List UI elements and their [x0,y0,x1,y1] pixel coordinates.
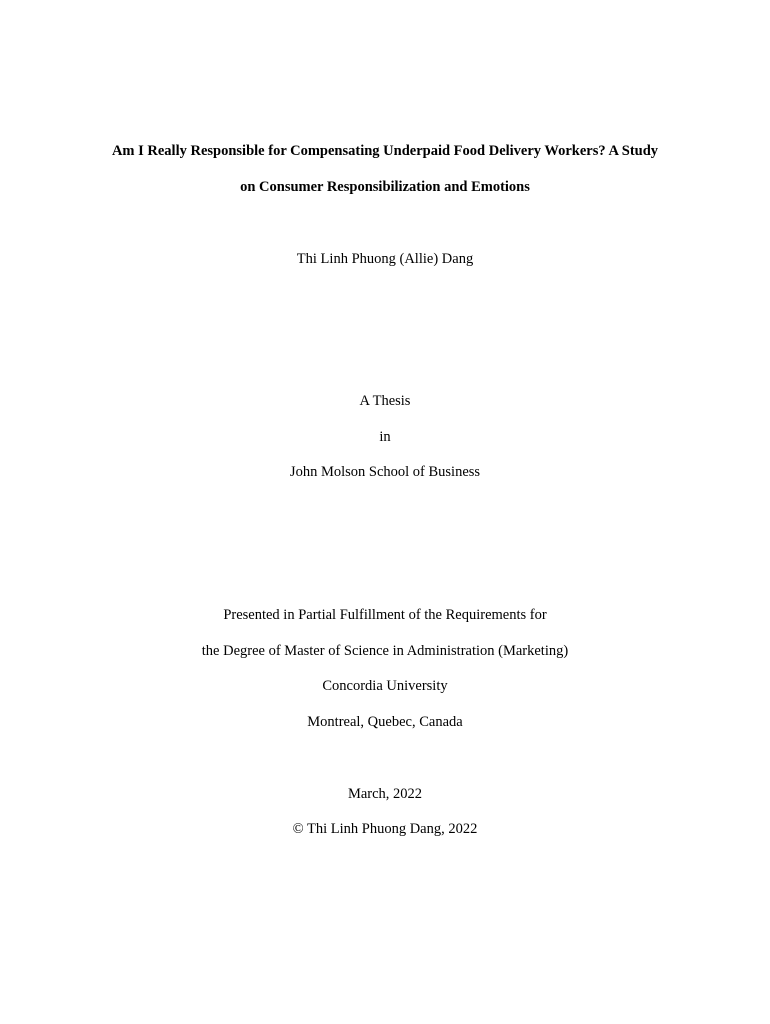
date: March, 2022 [347,786,423,802]
thesis-in: in [379,429,391,445]
location: Montreal, Quebec, Canada [307,714,463,730]
author-name: Thi Linh Phuong (Allie) Dang [296,251,474,267]
requirements-line-1: Presented in Partial Fulfillment of the Requirements for [223,607,547,623]
copyright-notice: © Thi Linh Phuong Dang, 2022 [292,821,478,837]
title-line-1: Am I Really Responsible for Compensating Underpaid Food Delivery Workers? A Study [111,143,659,159]
university-name: Concordia University [322,678,448,694]
thesis-type: A Thesis [359,393,411,409]
requirements-line-2: the Degree of Master of Science in Administration (Marketing) [201,643,569,659]
title-line-2: on Consumer Responsibilization and Emotions [240,179,530,195]
school-name: John Molson School of Business [289,464,481,480]
